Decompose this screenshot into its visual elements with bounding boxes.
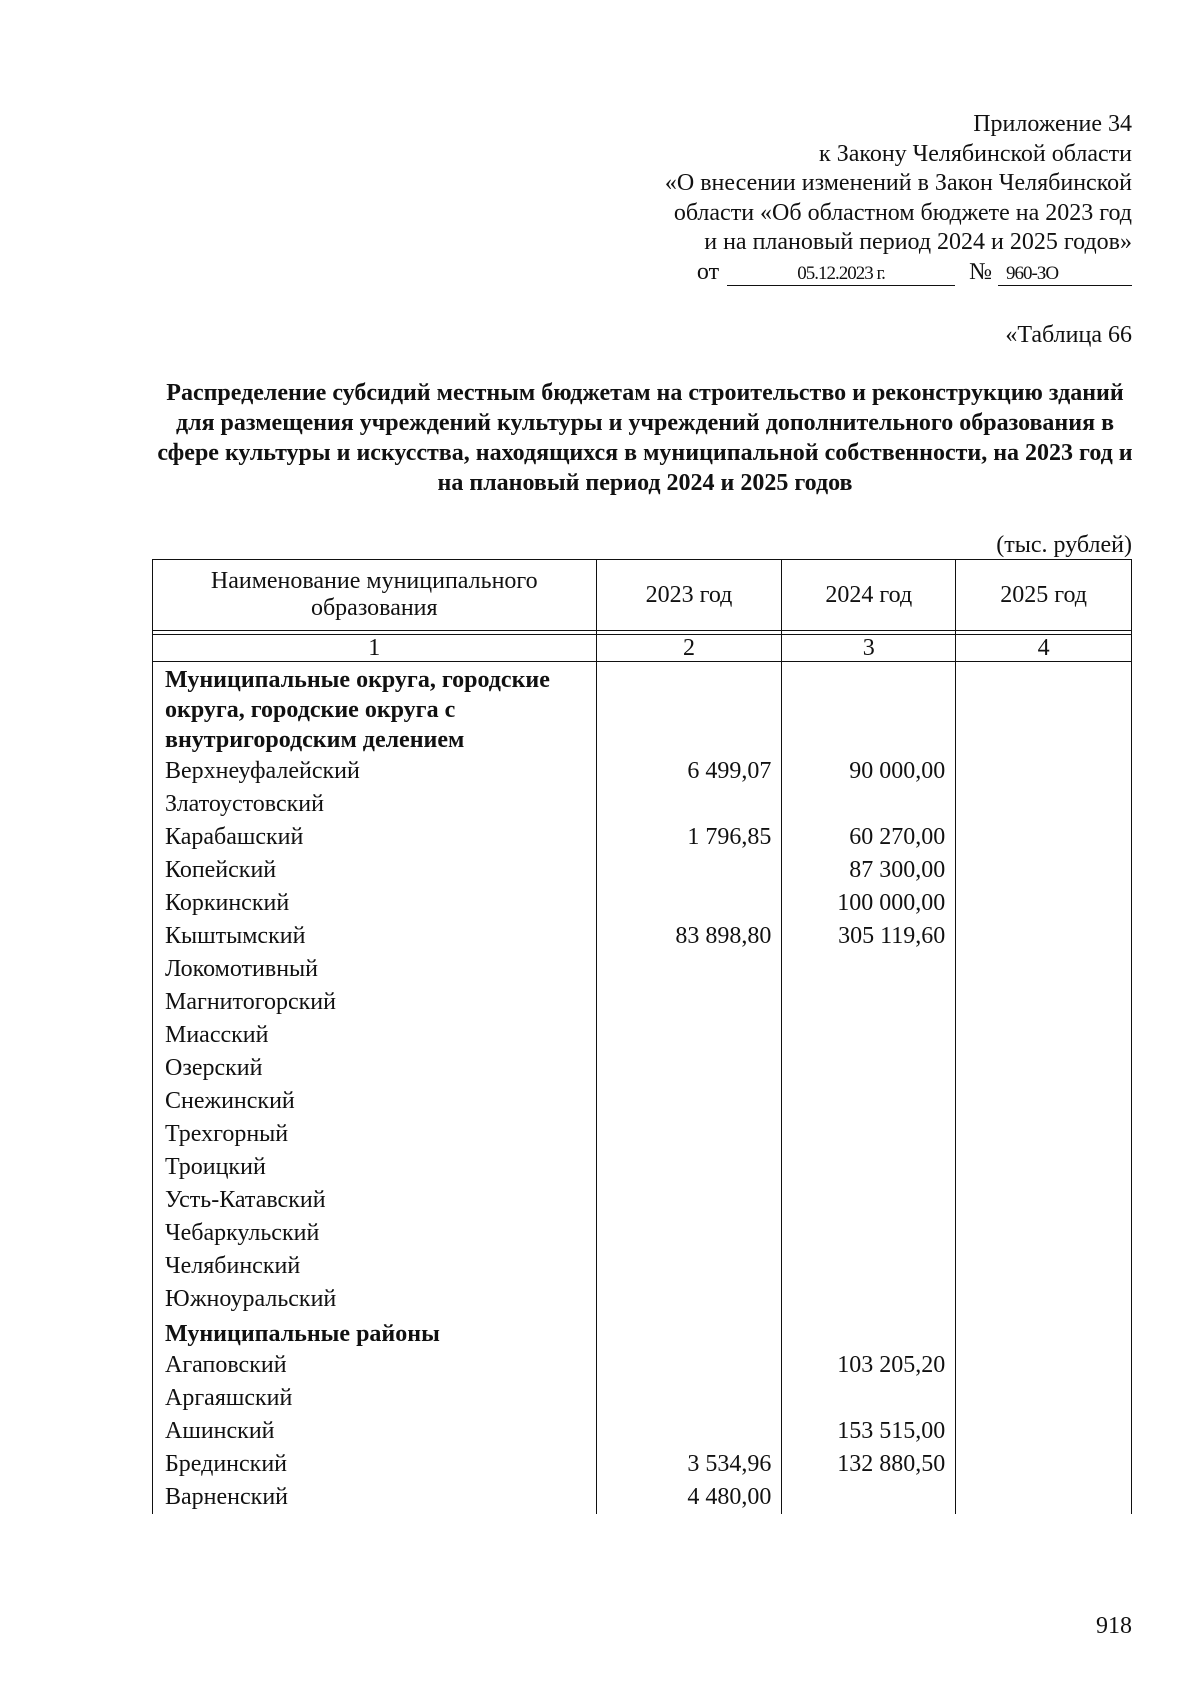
- units-label: (тыс. рублей): [996, 532, 1132, 558]
- value-2023: 3 534,96: [596, 1448, 782, 1481]
- header-line: Приложение 34: [973, 111, 1132, 137]
- municipality-name: Копейский: [153, 854, 597, 887]
- value-2023: [596, 1085, 782, 1118]
- value-2025: [956, 755, 1132, 788]
- table-row: [153, 1118, 1132, 1151]
- table-row: [153, 1349, 1132, 1382]
- value-2024: [782, 1019, 956, 1052]
- value-2025: [956, 986, 1132, 1019]
- value-2025: [956, 1448, 1132, 1481]
- municipality-name: Локомотивный: [153, 953, 597, 986]
- value-2023: [596, 1052, 782, 1085]
- value-2023: 6 499,07: [596, 755, 782, 788]
- number-prefix: №: [969, 258, 992, 285]
- value-2023: [596, 1250, 782, 1283]
- empty-cell: [596, 1316, 782, 1349]
- value-2023: [596, 1415, 782, 1448]
- table-row: [153, 1415, 1132, 1448]
- value-2025: [956, 854, 1132, 887]
- law-date: 05.12.2023 г.: [727, 263, 955, 286]
- value-2024: 153 515,00: [782, 1415, 956, 1448]
- municipality-name: Кыштымский: [153, 920, 597, 953]
- group-name: Муниципальные районы: [153, 1316, 597, 1349]
- header-2025: 2025 год: [956, 560, 1132, 631]
- value-2023: 4 480,00: [596, 1481, 782, 1514]
- value-2025: [956, 1151, 1132, 1184]
- value-2023: [596, 1382, 782, 1415]
- value-2024: [782, 1118, 956, 1151]
- date-prefix: от: [696, 258, 720, 285]
- law-number: 960-ЗО: [998, 263, 1132, 286]
- value-2025: [956, 1349, 1132, 1382]
- value-2023: [596, 1349, 782, 1382]
- column-number: 2: [596, 635, 782, 662]
- value-2024: [782, 1151, 956, 1184]
- group-row: [153, 1316, 1132, 1349]
- value-2025: [956, 887, 1132, 920]
- value-2023: [596, 1118, 782, 1151]
- table-row: [153, 755, 1132, 788]
- value-2023: [596, 953, 782, 986]
- header-2024: 2024 год: [782, 560, 956, 631]
- value-2023: [596, 1019, 782, 1052]
- value-2023: [596, 1184, 782, 1217]
- municipality-name: Коркинский: [153, 887, 597, 920]
- value-2024: [782, 1481, 956, 1514]
- municipality-name: Агаповский: [153, 1349, 597, 1382]
- value-2025: [956, 1184, 1132, 1217]
- value-2025: [956, 953, 1132, 986]
- value-2024: [782, 986, 956, 1019]
- header-line: к Закону Челябинской области: [819, 140, 1132, 167]
- municipality-name: Снежинский: [153, 1085, 597, 1118]
- municipality-name: Магнитогорский: [153, 986, 597, 1019]
- municipality-name: Озерский: [153, 1052, 597, 1085]
- header-municipality: Наименование муниципального образования: [153, 560, 597, 631]
- municipality-name: Южноуральский: [153, 1283, 597, 1316]
- value-2024: [782, 1085, 956, 1118]
- header-line: области «Об областном бюджете на 2023 год: [673, 199, 1132, 226]
- empty-cell: [782, 1316, 956, 1349]
- value-2024: 132 880,50: [782, 1448, 956, 1481]
- page-number: 918: [1096, 1613, 1132, 1639]
- table-row: [153, 1283, 1132, 1316]
- value-2025: [956, 1217, 1132, 1250]
- value-2023: [596, 1151, 782, 1184]
- table-header-row: [153, 560, 1132, 631]
- law-date-line: [665, 258, 1132, 288]
- table-row: [153, 1052, 1132, 1085]
- empty-cell: [956, 662, 1132, 756]
- value-2024: 100 000,00: [782, 887, 956, 920]
- table-row: [153, 1019, 1132, 1052]
- document-title: Распределение субсидий местным бюджетам на строительство и реконструкцию зданий для размещения учреждений культуры и учреждений дополнительного образования в сфере культуры и искусства, находящихся в муниципальной собственности, на 2023 год и на плановый период 2024 и 2025 годов: [157, 380, 1133, 496]
- value-2024: 305 119,60: [782, 920, 956, 953]
- table-row: [153, 821, 1132, 854]
- appendix-header: [665, 110, 1132, 287]
- group-name: Муниципальные округа, городские округа, городские округа с внутригородским делением: [153, 662, 597, 756]
- value-2025: [956, 1283, 1132, 1316]
- table-row: [153, 788, 1132, 821]
- municipality-name: Трехгорный: [153, 1118, 597, 1151]
- table-body: [153, 662, 1132, 1515]
- value-2024: 103 205,20: [782, 1349, 956, 1382]
- value-2025: [956, 1118, 1132, 1151]
- value-2023: [596, 887, 782, 920]
- table-row: [153, 1184, 1132, 1217]
- column-number: 1: [153, 635, 597, 662]
- column-number: 3: [782, 635, 956, 662]
- municipality-name: Ашинский: [153, 1415, 597, 1448]
- table-row: [153, 1151, 1132, 1184]
- value-2024: [782, 1184, 956, 1217]
- header-line: и на плановый период 2024 и 2025 годов»: [704, 229, 1132, 255]
- municipality-name: Аргаяшский: [153, 1382, 597, 1415]
- table-row: [153, 953, 1132, 986]
- table-row: [153, 1448, 1132, 1481]
- value-2025: [956, 1019, 1132, 1052]
- value-2025: [956, 1250, 1132, 1283]
- municipality-name: Усть-Катавский: [153, 1184, 597, 1217]
- value-2023: [596, 854, 782, 887]
- value-2024: 90 000,00: [782, 755, 956, 788]
- value-2024: [782, 953, 956, 986]
- value-2024: [782, 1250, 956, 1283]
- value-2024: [782, 788, 956, 821]
- municipality-name: Челябинский: [153, 1250, 597, 1283]
- empty-cell: [956, 1316, 1132, 1349]
- table-row: [153, 887, 1132, 920]
- municipality-name: Верхнеуфалейский: [153, 755, 597, 788]
- value-2023: [596, 788, 782, 821]
- municipality-name: Миасский: [153, 1019, 597, 1052]
- value-2024: [782, 1283, 956, 1316]
- subsidy-table: [152, 559, 1132, 1514]
- value-2025: [956, 920, 1132, 953]
- municipality-name: Варненский: [153, 1481, 597, 1514]
- table-row: [153, 1481, 1132, 1514]
- value-2023: 83 898,80: [596, 920, 782, 953]
- table-row: [153, 1250, 1132, 1283]
- value-2024: [782, 1217, 956, 1250]
- value-2025: [956, 1481, 1132, 1514]
- table-row: [153, 1217, 1132, 1250]
- municipality-name: Карабашский: [153, 821, 597, 854]
- value-2024: 87 300,00: [782, 854, 956, 887]
- header-line: «О внесении изменений в Закон Челябинской: [664, 170, 1132, 196]
- value-2024: [782, 1382, 956, 1415]
- value-2023: 1 796,85: [596, 821, 782, 854]
- group-row: [153, 662, 1132, 756]
- value-2025: [956, 1415, 1132, 1448]
- column-number: 4: [956, 635, 1132, 662]
- column-number-row: [153, 635, 1132, 662]
- header-2023: 2023 год: [596, 560, 782, 631]
- value-2024: [782, 1052, 956, 1085]
- table-row: [153, 1085, 1132, 1118]
- value-2025: [956, 788, 1132, 821]
- municipality-name: Брединский: [153, 1448, 597, 1481]
- value-2023: [596, 1283, 782, 1316]
- value-2025: [956, 1085, 1132, 1118]
- table-row: [153, 1382, 1132, 1415]
- empty-cell: [782, 662, 956, 756]
- value-2023: [596, 986, 782, 1019]
- municipality-name: Златоустовский: [153, 788, 597, 821]
- value-2025: [956, 1052, 1132, 1085]
- value-2023: [596, 1217, 782, 1250]
- municipality-name: Чебаркульский: [153, 1217, 597, 1250]
- table-row: [153, 986, 1132, 1019]
- table-number: «Таблица 66: [1005, 322, 1132, 348]
- value-2024: 60 270,00: [782, 821, 956, 854]
- table-row: [153, 920, 1132, 953]
- table-row: [153, 854, 1132, 887]
- value-2025: [956, 821, 1132, 854]
- empty-cell: [596, 662, 782, 756]
- value-2025: [956, 1382, 1132, 1415]
- municipality-name: Троицкий: [153, 1151, 597, 1184]
